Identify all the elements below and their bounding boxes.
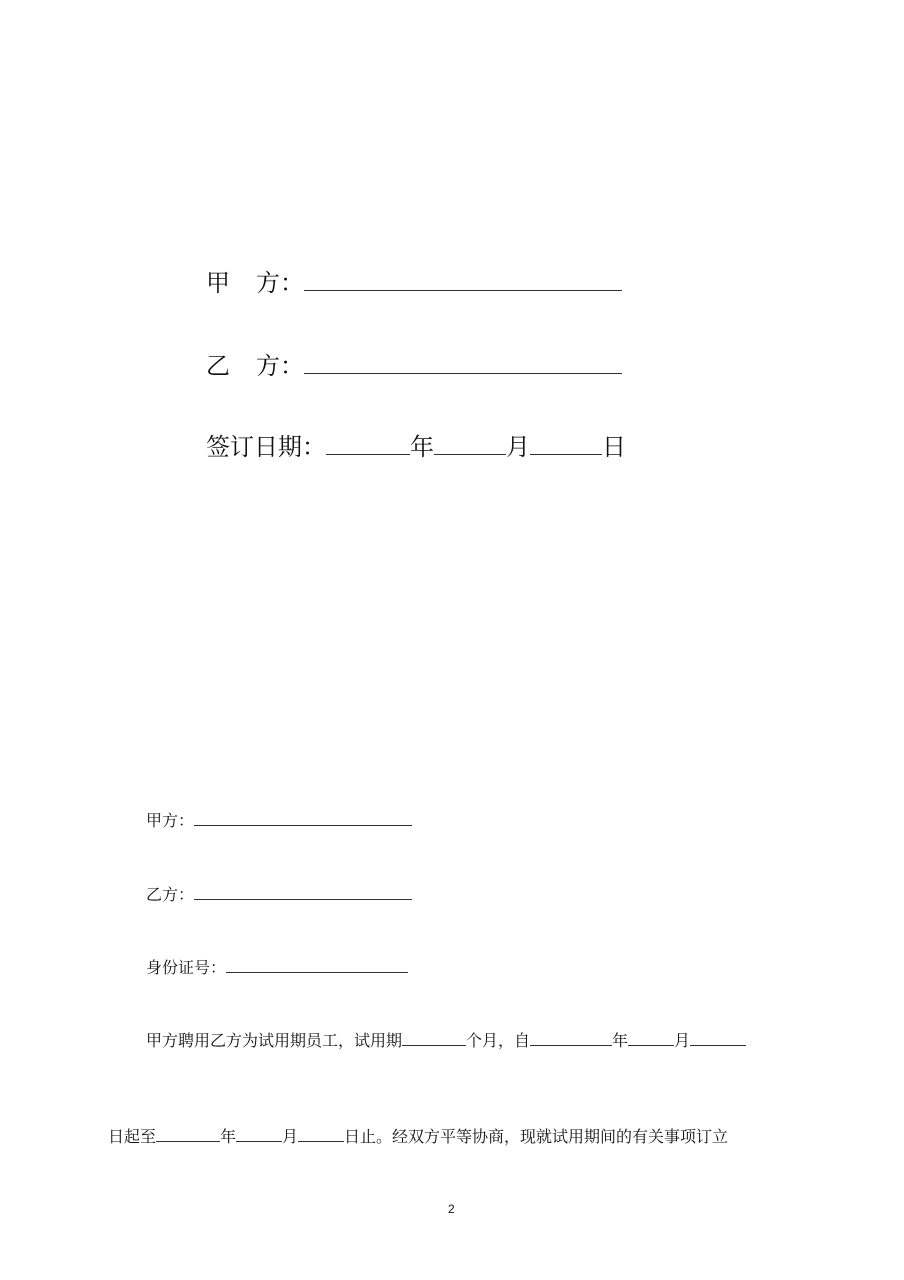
cover-party-b-line xyxy=(206,351,622,381)
paragraph-line-1 xyxy=(146,1030,746,1052)
end-day-blank[interactable] xyxy=(298,1140,344,1142)
start-day-blank[interactable] xyxy=(690,1044,746,1046)
para2-text-3: 月 xyxy=(282,1127,299,1146)
cover-day-blank[interactable] xyxy=(530,453,602,455)
party-b-blank[interactable] xyxy=(194,898,412,900)
cover-month-label: 月 xyxy=(506,433,530,461)
cover-month-blank[interactable] xyxy=(434,453,506,455)
start-year-blank[interactable] xyxy=(530,1044,612,1046)
para2-text-1: 日起至 xyxy=(108,1127,157,1146)
cover-party-b-label-2: 方： xyxy=(256,352,304,380)
party-a-field xyxy=(146,810,412,832)
cover-year-blank[interactable] xyxy=(326,453,410,455)
party-b-label: 乙方： xyxy=(146,885,195,904)
party-a-label: 甲方： xyxy=(146,811,195,830)
cover-year-label: 年 xyxy=(410,433,434,461)
cover-party-a-blank[interactable] xyxy=(304,289,622,291)
para1-text-2: 个月，自 xyxy=(466,1031,531,1050)
para2-text-4: 日止。经双方平等协商，现就试用期间的有关事项订立 xyxy=(344,1127,729,1146)
para1-text-4: 月 xyxy=(674,1031,691,1050)
end-month-blank[interactable] xyxy=(236,1140,282,1142)
id-number-blank[interactable] xyxy=(226,971,408,973)
cover-party-a-line xyxy=(206,268,622,298)
party-b-field xyxy=(146,884,412,906)
cover-party-b-label-1: 乙 xyxy=(206,352,230,380)
cover-day-label: 日 xyxy=(602,433,626,461)
cover-sign-date-line xyxy=(206,432,626,462)
page-number: 2 xyxy=(448,1202,455,1216)
cover-party-a-label-2: 方： xyxy=(256,269,304,297)
party-a-blank[interactable] xyxy=(194,824,412,826)
cover-party-a-label-1: 甲 xyxy=(206,269,230,297)
para2-text-2: 年 xyxy=(220,1127,237,1146)
para1-text-3: 年 xyxy=(612,1031,629,1050)
start-month-blank[interactable] xyxy=(628,1044,674,1046)
id-number-label: 身份证号： xyxy=(146,958,227,977)
para1-text-1: 甲方聘用乙方为试用期员工，试用期 xyxy=(146,1031,403,1050)
id-number-field xyxy=(146,957,408,979)
paragraph-line-2 xyxy=(108,1126,728,1148)
end-year-blank[interactable] xyxy=(156,1140,220,1142)
cover-sign-date-label: 签订日期： xyxy=(206,433,326,461)
cover-party-b-blank[interactable] xyxy=(304,372,622,374)
probation-months-blank[interactable] xyxy=(402,1044,466,1046)
